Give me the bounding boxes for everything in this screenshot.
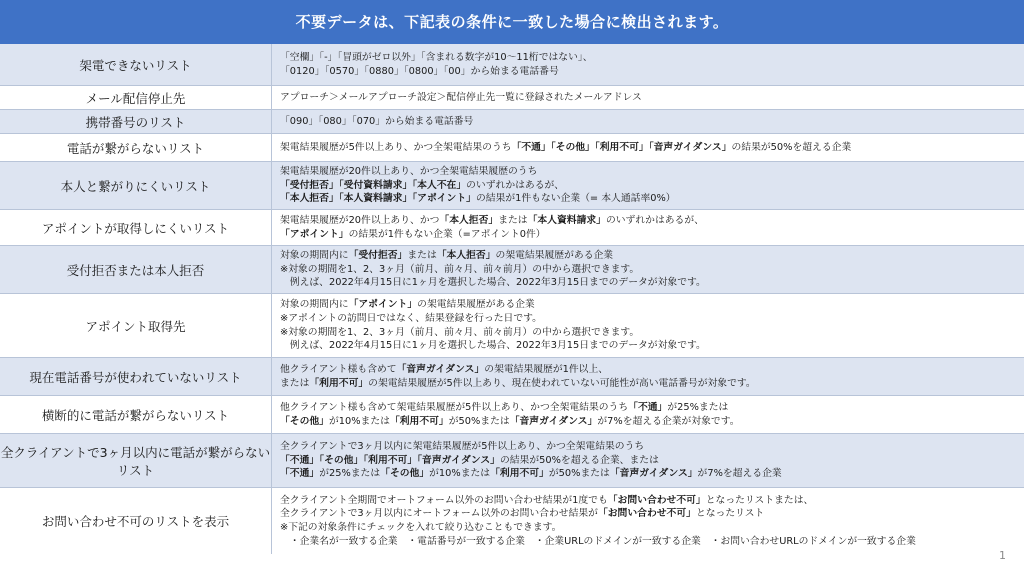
row-label: 全クライアントで3ヶ月以内に電話が繋がらないリスト <box>0 434 272 487</box>
page-number: 1 <box>999 549 1006 562</box>
table-row <box>0 488 1024 554</box>
description-line <box>280 228 1024 242</box>
row-description <box>272 358 1024 395</box>
description-line <box>280 179 1024 193</box>
emphasis-text: 「本人拒否」 <box>436 250 496 262</box>
description-line <box>280 521 1024 535</box>
emphasis-text: 「その他」 <box>380 468 430 480</box>
description-text: の架電結果履歴がある企業 <box>417 299 535 311</box>
description-text: 例えば、2022年4月15日に1ヶ月を選択した場合、2022年3月15日までのデータが対象です。 <box>280 277 706 289</box>
description-text: が7%を超える企業が対象です。 <box>597 415 740 427</box>
emphasis-text: 「利用不可」 <box>309 377 369 389</box>
description-line <box>280 298 1024 312</box>
description-text: 架電結果履歴が20件以上あり、かつ <box>280 214 440 226</box>
description-text: 「090」「080」「070」から始まる電話番号 <box>280 115 474 127</box>
description-text: 「空欄」「-」「冒頭がゼロ以外」「含まれる数字が10～11桁ではない」、 <box>280 51 593 63</box>
row-label: お問い合わせ不可のリストを表示 <box>0 488 272 554</box>
description-line <box>280 467 1024 481</box>
table-row <box>0 210 1024 246</box>
description-text: ※対象の期間を1、2、3ヶ月（前月、前々月、前々前月）の中から選択できます。 <box>280 326 640 338</box>
description-line <box>280 192 1024 206</box>
emphasis-text: 「本人拒否」 <box>439 214 499 226</box>
description-text: 例えば、2022年4月15日に1ヶ月を選択した場合、2022年3月15日までのデータが対象です。 <box>280 340 706 352</box>
description-text: または <box>407 250 437 262</box>
emphasis-text: 「アポイント」 <box>348 299 418 311</box>
emphasis-text: 「利用不可」 <box>490 468 549 480</box>
emphasis-text: 「不通」 <box>628 401 668 413</box>
row-label: アポイント取得先 <box>0 294 272 357</box>
page-title: 不要データは、下記表の条件に一致した場合に検出されます。 <box>0 0 1024 44</box>
description-text: の架電結果履歴が1件以上、 <box>484 363 609 375</box>
description-text: となったリストまたは、 <box>705 494 814 506</box>
description-line <box>280 440 1024 454</box>
description-text: が25%または <box>319 468 381 480</box>
description-line <box>280 214 1024 228</box>
description-line <box>280 415 1024 429</box>
description-line <box>280 363 1024 377</box>
emphasis-text: 「本人拒否」「本人資料請求」「アポイント」 <box>280 193 476 205</box>
row-description <box>272 134 1024 161</box>
description-line <box>280 115 1024 129</box>
description-text: が7%を超える企業 <box>697 468 782 480</box>
emphasis-text: 「利用不可」 <box>389 415 449 427</box>
row-label: 現在電話番号が使われていないリスト <box>0 358 272 395</box>
description-text: の結果が1件もない企業（= 本人通話率0%） <box>475 193 676 205</box>
row-description <box>272 246 1024 293</box>
description-line <box>280 65 1024 79</box>
description-text: ※対象の期間を1、2、3ヶ月（前月、前々月、前々前月）の中から選択できます。 <box>280 263 640 275</box>
row-description <box>272 396 1024 433</box>
table-row <box>0 396 1024 434</box>
description-text: が50%または <box>548 468 610 480</box>
description-text: のいずれかはあるが、 <box>466 179 565 191</box>
description-line <box>280 51 1024 65</box>
table-row <box>0 162 1024 210</box>
description-text: の結果が1件もない企業（=アポイント0件） <box>348 228 546 240</box>
description-text: の架電結果履歴が5件以上あり、現在使われていない可能性が高い電話番号が対象です。 <box>368 377 756 389</box>
description-line <box>280 276 1024 290</box>
description-line <box>280 326 1024 340</box>
table-row <box>0 44 1024 86</box>
description-text: の結果が50%を超える企業、または <box>499 454 659 466</box>
description-line <box>280 141 1024 155</box>
row-description <box>272 488 1024 554</box>
description-text: 全クライアント全期間でオートフォーム以外のお問い合わせ結果が1度でも <box>280 494 608 506</box>
description-text: の結果が50%を超える企業 <box>731 141 852 153</box>
description-text: 対象の期間内に <box>280 299 349 311</box>
description-text: ※アポイントの訪問日ではなく、結果登録を行った日です。 <box>280 312 542 324</box>
emphasis-text: 「受付拒否」 <box>348 250 408 262</box>
table-row <box>0 110 1024 134</box>
description-line <box>280 249 1024 263</box>
row-description <box>272 162 1024 209</box>
emphasis-text: 「不通」「その他」「利用不可」「音声ガイダンス」 <box>511 141 732 153</box>
emphasis-text: 「お問い合わせ不可」 <box>597 508 696 520</box>
emphasis-text: 「アポイント」 <box>280 228 349 240</box>
emphasis-text: 「受付拒否」「受付資料請求」「本人不在」 <box>280 179 467 191</box>
row-label: 本人と繋がりにくいリスト <box>0 162 272 209</box>
row-description <box>272 110 1024 133</box>
description-text: が25%または <box>667 401 729 413</box>
description-line <box>280 91 1024 105</box>
emphasis-text: 「不通」 <box>280 468 320 480</box>
emphasis-text: 「音声ガイダンス」 <box>509 415 598 427</box>
description-text: ・企業名が一致する企業 ・電話番号が一致する企業 ・企業URLのドメインが一致する企業 ・お問い合わせURLのドメインが一致する企業 <box>280 535 916 547</box>
description-line <box>280 494 1024 508</box>
criteria-table <box>0 44 1024 554</box>
description-line <box>280 401 1024 415</box>
table-row <box>0 358 1024 396</box>
row-description <box>272 294 1024 357</box>
row-label: 電話が繋がらないリスト <box>0 134 272 161</box>
table-row <box>0 86 1024 110</box>
description-text: 「0120」「0570」「0880」「0800」「00」から始まる電話番号 <box>280 65 559 77</box>
description-text: アプローチ＞メールアプローチ設定＞配信停止先一覧に登録されたメールアドレス <box>280 91 642 103</box>
description-text: 架電結果履歴が20件以上あり、かつ全架電結果履歴のうち <box>280 166 538 178</box>
emphasis-text: 「音声ガイダンス」 <box>609 468 698 480</box>
description-text: 全クライアントで3ヶ月以内にオートフォーム以外のお問い合わせ結果が <box>280 508 598 520</box>
emphasis-text: 「お問い合わせ不可」 <box>607 494 706 506</box>
row-label: 架電できないリスト <box>0 44 272 85</box>
emphasis-text: 「不通」「その他」「利用不可」「音声ガイダンス」 <box>280 454 500 466</box>
emphasis-text: 「その他」 <box>280 415 329 427</box>
description-text: が10%または <box>328 415 390 427</box>
description-line <box>280 535 1024 549</box>
description-line <box>280 377 1024 391</box>
description-text: の架電結果履歴がある企業 <box>495 250 614 262</box>
row-label: アポイントが取得しにくいリスト <box>0 210 272 245</box>
row-label: 横断的に電話が繋がらないリスト <box>0 396 272 433</box>
description-line <box>280 263 1024 277</box>
table-row <box>0 246 1024 294</box>
description-line <box>280 165 1024 179</box>
description-text: が50%または <box>448 415 510 427</box>
row-label: 受付拒否または本人拒否 <box>0 246 272 293</box>
description-line <box>280 454 1024 468</box>
row-description <box>272 434 1024 487</box>
description-line <box>280 312 1024 326</box>
description-text: 他クライアント様も含めて架電結果履歴が5件以上あり、かつ全架電結果のうち <box>280 401 629 413</box>
row-description <box>272 210 1024 245</box>
row-label: メール配信停止先 <box>0 86 272 109</box>
table-row <box>0 134 1024 162</box>
row-description <box>272 86 1024 109</box>
emphasis-text: 「本人資料請求」 <box>527 214 606 226</box>
description-text: 対象の期間内に <box>280 250 349 262</box>
description-text: 架電結果履歴が5件以上あり、かつ全架電結果のうち <box>280 141 512 153</box>
emphasis-text: 「音声ガイダンス」 <box>396 363 485 375</box>
description-line <box>280 339 1024 353</box>
description-line <box>280 507 1024 521</box>
row-description <box>272 44 1024 85</box>
description-text: または <box>280 377 310 389</box>
description-text: ※下記の対象条件にチェックを入れて絞り込むこともできます。 <box>280 522 562 533</box>
row-label: 携帯番号のリスト <box>0 110 272 133</box>
table-row <box>0 434 1024 488</box>
description-text: 他クライアント様も含めて <box>280 363 397 375</box>
description-text: 全クライアントで3ヶ月以内に架電結果履歴が5件以上あり、かつ全架電結果のうち <box>280 441 645 453</box>
table-row <box>0 294 1024 358</box>
description-text: または <box>498 214 528 226</box>
description-text: が10%または <box>429 468 491 480</box>
description-text: となったリスト <box>695 508 765 520</box>
description-text: のいずれかはあるが、 <box>605 214 704 226</box>
